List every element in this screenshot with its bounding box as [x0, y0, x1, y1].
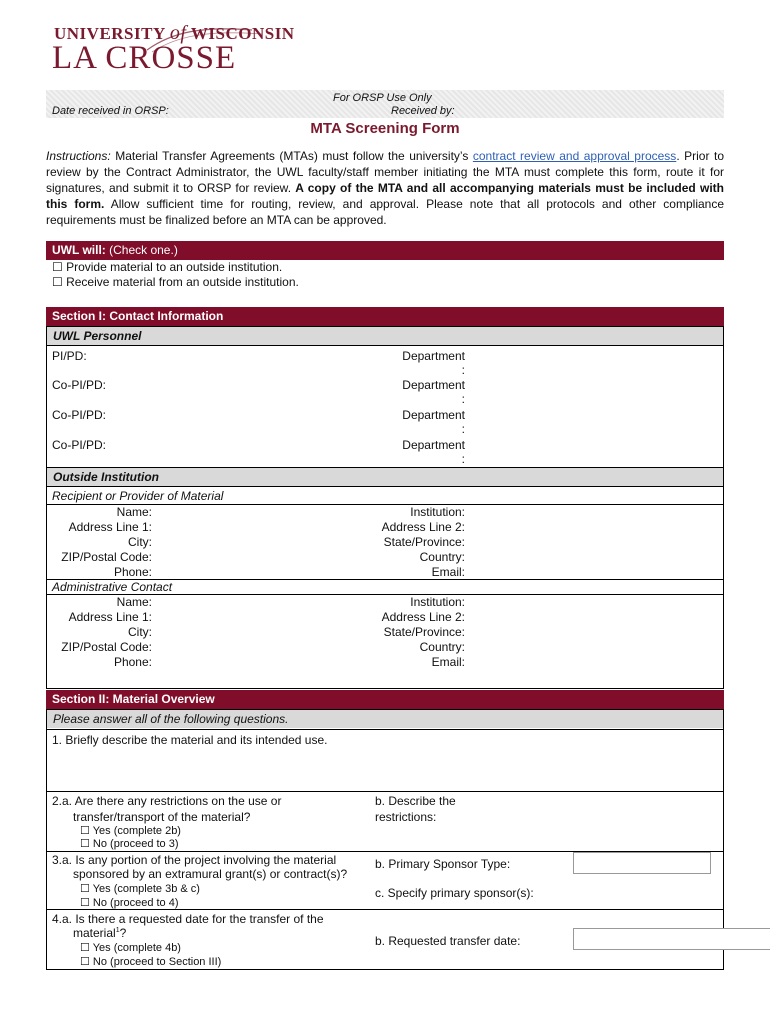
- q4a-label: [52, 912, 324, 926]
- personnel-header: UWL Personnel: [46, 326, 724, 345]
- department-colon: :: [461, 452, 465, 466]
- outside-institution-header: Outside Institution: [46, 467, 724, 486]
- provide-material-checkbox[interactable]: ☐ Provide material to an outside institution.: [52, 260, 283, 274]
- uwl-will-hint: (Check one.): [105, 243, 178, 257]
- admin-name-label: Name:: [116, 595, 152, 609]
- admin-contact-header: Administrative Contact: [52, 580, 173, 594]
- divider: [46, 729, 724, 730]
- divider: [46, 345, 724, 346]
- q2a-yes-checkbox[interactable]: ☐ Yes (complete 2b): [80, 825, 181, 837]
- department-label: Department: [402, 349, 465, 363]
- q2a-no-checkbox[interactable]: ☐ No (proceed to 3): [80, 838, 179, 850]
- recipient-phone-label: Phone:: [113, 565, 152, 579]
- department-colon: :: [461, 422, 465, 436]
- instructions-text: Material Transfer Agreements (MTAs) must follow the university’s: [110, 149, 473, 163]
- section2-subheader: Please answer all of the following questions.: [46, 709, 724, 728]
- admin-address1-label: Address Line 1:: [68, 610, 152, 624]
- uwl-will-header: [46, 241, 724, 260]
- instructions-bold: A copy of the MTA and all accompanying materials must be included with this form.: [46, 181, 724, 211]
- q2a-label: 2.a. Are there any restrictions on the use or: [52, 794, 282, 808]
- orsp-date-received: Date received in ORSP:: [52, 105, 169, 117]
- recipient-country-label: Country:: [419, 550, 465, 564]
- orsp-received-by: Received by:: [391, 105, 455, 117]
- instructions-text-3: Allow sufficient time for routing, review, and approval. Please note that all protocols and other compliance requirements must be finalized before an MTA can be approved.: [46, 197, 725, 227]
- divider: [46, 909, 724, 910]
- section1-header: Section I: Contact Information: [46, 307, 724, 326]
- recipient-zip-label: ZIP/Postal Code:: [61, 550, 152, 564]
- q4a-label-2: [73, 926, 126, 940]
- co-pi-pd-label: Co-PI/PD:: [52, 408, 107, 422]
- department-colon: :: [461, 392, 465, 406]
- divider: [46, 486, 724, 487]
- recipient-email-label: Email:: [431, 565, 465, 579]
- recipient-state-label: State/Province:: [383, 535, 465, 549]
- q4a-material: material: [73, 926, 116, 940]
- recipient-name-label: Name:: [116, 505, 152, 519]
- admin-zip-label: ZIP/Postal Code:: [61, 640, 152, 654]
- admin-city-label: City:: [128, 625, 152, 639]
- recipient-address1-label: Address Line 1:: [68, 520, 152, 534]
- department-label: Department: [402, 408, 465, 422]
- co-pi-pd-label: Co-PI/PD:: [52, 378, 107, 392]
- logo-of: of: [169, 22, 187, 44]
- receive-material-checkbox[interactable]: ☐ Receive material from an outside institution.: [52, 275, 299, 289]
- q3a-label: 3.a. Is any portion of the project involving the material: [52, 853, 337, 867]
- q2b-label: b. Describe the: [375, 794, 456, 808]
- recipient-address2-label: Address Line 2:: [381, 520, 465, 534]
- admin-institution-label: Institution:: [410, 595, 465, 609]
- section2-header: Section II: Material Overview: [46, 690, 724, 709]
- footnote-marker: 1: [115, 927, 120, 934]
- admin-address2-label: Address Line 2:: [381, 610, 465, 624]
- orsp-use-only-label: For ORSP Use Only: [333, 92, 432, 104]
- contract-review-link[interactable]: contract review and approval process: [472, 149, 677, 163]
- page-title: MTA Screening Form: [310, 120, 460, 137]
- admin-email-label: Email:: [431, 655, 465, 669]
- q3b-label: b. Primary Sponsor Type:: [375, 857, 511, 871]
- q4a-text: 4.a. Is there a requested date for the transfer of the: [52, 912, 324, 926]
- q1-label: 1. Briefly describe the material and its intended use.: [52, 733, 328, 747]
- q3a-label-2: sponsored by an extramural grant(s) or contract(s)?: [73, 867, 348, 881]
- logo-wisconsin: WISCONSIN: [190, 24, 295, 43]
- co-pi-pd-label: Co-PI/PD:: [52, 438, 107, 452]
- logo-la-crosse: LA CROSSE: [52, 40, 237, 76]
- department-label: Department: [402, 438, 465, 452]
- q3a-no-checkbox[interactable]: ☐ No (proceed to 4): [80, 897, 179, 909]
- department-label: Department: [402, 378, 465, 392]
- recipient-provider-header: Recipient or Provider of Material: [52, 489, 224, 503]
- admin-state-label: State/Province:: [383, 625, 465, 639]
- q3a-yes-checkbox[interactable]: ☐ Yes (complete 3b & c): [80, 883, 200, 895]
- instructions-label: Instructions:: [46, 149, 111, 163]
- logo-university: UNIVERSITY: [54, 24, 166, 43]
- q4a-yes-checkbox[interactable]: ☐ Yes (complete 4b): [80, 942, 181, 954]
- q2b-label-2: restrictions:: [375, 810, 437, 824]
- requested-transfer-date-input[interactable]: [573, 928, 770, 950]
- q3c-label: c. Specify primary sponsor(s):: [375, 886, 534, 900]
- pi-pd-label: PI/PD:: [52, 349, 87, 363]
- q4a-no-checkbox[interactable]: ☐ No (proceed to Section III): [80, 956, 222, 968]
- department-colon: :: [461, 363, 465, 377]
- q4b-label: b. Requested transfer date:: [375, 934, 521, 948]
- divider: [46, 791, 724, 792]
- instructions: [46, 148, 724, 228]
- q2a-label-2: transfer/transport of the material?: [73, 810, 251, 824]
- recipient-institution-label: Institution:: [410, 505, 465, 519]
- admin-phone-label: Phone:: [113, 655, 152, 669]
- recipient-city-label: City:: [128, 535, 152, 549]
- admin-country-label: Country:: [419, 640, 465, 654]
- uwl-will-label: UWL will:: [52, 243, 106, 257]
- instructions-text-2: . Prior to review by the Contract Administrator, the UWL faculty/staff member initiating the MTA must complete this form, route it for signatures, and submit it to ORSP for review.: [46, 149, 724, 195]
- primary-sponsor-type-input[interactable]: [573, 852, 711, 874]
- q4a-question-mark: ?: [119, 926, 127, 940]
